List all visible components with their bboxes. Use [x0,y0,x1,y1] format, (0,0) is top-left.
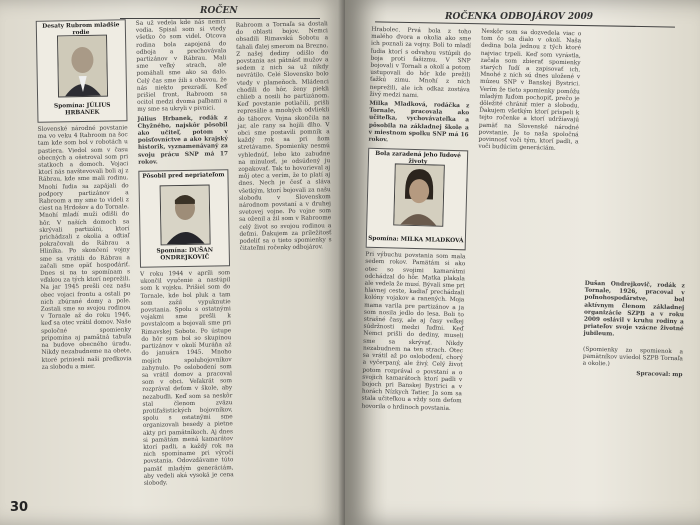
left-column-1 [36,19,135,510]
photo-caption: Spomína: MILKA MLADKOVÁ [368,235,464,245]
photo-box-hrbanek [36,19,128,123]
right-column-3 [579,31,692,523]
article-text: Neskôr som sa dozvedela viac o tom čo sa dialo v okolí. Naša dedina bola jednou z tých ktoré najviac trpeli. Keď som vyrástla, začala som zbierať spomienky starých ľudí a zapisovať ich. Mnohé z nich sú dnes uložené v múzeu SNP v Banskej Bystrici. Verím že tieto spomienky pomôžu mladým ľuďom pochopiť, prečo je dôležité chrániť mier a slobodu. Ďakujem všetkým ktorí prispeli k tejto ročenke a ktorí udržiavajú pamäť na Slovenské národné povstanie. Je to naša spoločná povinnosť voči tým, ktorí padli, a voči budúcim generáciám. [478,28,582,153]
article-text-bottom: Pri výbuchu povstania som mala sedem rokov. Pamätám si ako otec so svojimi kamarátmi odchádzal do hôr. Matka plakala ale vedela že musí. Bývali sme pri hlavnej ceste, kadiaľ prechádzali kolóny vojakov a ranených. Moja mama varila pre partizánov a ja som nosila jedlo do lesa. Boli to strašné časy, ale aj časy veľkej súdržnosti medzi ľuďmi. Keď Nemci prišli do dediny, museli sme sa skrývať. Nikdy nezabudnem na ten strach. Otec sa vrátil až po oslobodení, chorý a vyčerpaný, ale živý. Celý život potom rozprával o povstaní a o svojich kamarátoch ktorí padli v bojoch pri Banskej Bystrici a v horách Nízkych Tatier. Ja som sa stala učiteľkou a vždy som deťom hovorila o hrdinoch povstania. [361,251,466,412]
article-text-bottom: V roku 1944 v apríli som ukončil vyučenie a nastúpil som k vojsku. Prišiel som do Tornale, kde bol pluk a tam som zažil vypuknutie povstania. Spolu s ostatnými vojakmi sme prešli k povstalcom a bojovali sme pri Rimavskej Sobote. Po ústupe do hôr som bol so skupinou partizánov v okolí Muráňa až do januára 1945. Mnoho mojich spolubojovníkov zahynulo. Po oslobodení som sa vrátil domov a pracoval som v obci. Veľakrát som rozprával deťom v škole, aby nezabudli. Keď som sa neskôr stal členom zväzu protifašistických bojovníkov, spolu s ostatnými sme organizovali besedy a pietne akty pri pamätníkoch. Aj dnes si pamätám mená kamarátov ktorí padli, a každý rok na nich spomíname pri výročí povstania. Odovzdávame túto pamäť mladým generáciám, aby vedeli aká vysoká je cena slobody. [140,270,234,487]
left-column-3 [236,21,337,513]
article-text-top: Sa už vedela kde nás nemci vodia. Spisal som si vtedy všetko čo som videl. Otcova rodina bola zapojená do odboja a prechovávala partizánov v Rábrau. Mali sme veľký strach, ale pomáhali sme ako sa dalo. Celý čas sme žili s obavou, že nás niekto prezradí. Keď prišiel front, Rabroom sa ocitol medzi dvoma paľbami a my sme sa ukryli v pivnici. [135,19,228,114]
portrait-photo [393,164,445,227]
photo-caption: Spomína: JÚLIUS HRBANEK [53,102,111,117]
article-text: Rabroom a Tornaľa sa dostali do oblasti bojov. Nemci obsadili Rimavskú Sobotu a ťahali ďalej smerom na Brezno. Z našej dediny odišlo do povstania asi pätnásť mužov a sedem z nich sa už nikdy nevrátilo. Celé Slovensko bolo vtedy v plameňoch. Mládenci chodili do hôr, ženy piekli chlieb a nosili ho partizánom. Keď povstanie potlačili, prišli represálie a mnohých odvliekli do táborov. Vojna skončila na jar, ale rany sa hojili dlho. V obci sme postavili pomník a každý rok sa pri ňom stretávame. Spomienky nesmú vyblednúť, lebo kto zabudne na minulosť, je odsúdený ju zopakovať. Tak to hovorieval aj môj otec a verím, že to platí aj dnes. Nech je česť a sláva všetkým, ktorí bojovali za našu slobodu v Slovenskom národnom povstaní a v druhej svetovej vojne. Po vojne som sa oženil a žil som v Rabroome celý život so svojou rodinou a deťmi. Ďakujem za príležitosť podeliť sa o tieto spomienky s čitateľmi ročenky odbojárov. [235,21,332,253]
bio-paragraph: Dušan Ondrejkovič, rodák z Tornale, 1926, pracoval v poľnohospodárstve, bol aktívnym členom základnej organizácie SZPB a v roku 2009 oslávil v kruhu rodiny a priateľov svoje vzácne životné jubileum. [583,280,685,338]
footer-note: (Spomienky zo spomienok a pamätníkov uviedol SZPB Tornaľa a okolie.) [582,346,684,368]
photo-box-ondrejkovic [138,169,230,268]
running-head-left: ROČEN [200,6,238,16]
header-rule-right [375,21,675,27]
article-text-top: Hrabolec. Prvá bola z toho malého dvora a okolia ako sme ich poznali za vojny. Boli to mladí ľudia ktorí s odvahou vstúpili do boja proti fašizmu. V SNP bojovali v Tornali a okolí a potom ustupovali do hôr kde prežili ťažkú zimu. Mnohí z nich neprežili, ale ich odkaz zostáva živý medzi nami. [369,26,472,99]
box-title: Desaty Rubrom mladšie rodie [42,22,120,37]
bio-paragraph: Július Hrbanek, rodák z Chyžného, najskôr pôsobil ako učiteľ, potom v poisťovníctve a ako krajský historik, vyznamenávaný za svoju prácu SNP má 17 rokov. [137,114,229,166]
portrait-photo [57,35,108,98]
left-page [0,0,345,525]
running-head-right: ROČENKA ODBOJÁROV 2009 [445,12,593,22]
box-title: Bola zaradená jeho ľudové životy [375,151,461,166]
bio-paragraph: Milka Mladková, rodáčka z Tornale, pracovala ako učiteľka, vychovávateľka a pôsobila na základnej škole a v miestnom spolku SNP má 16 rokov. [368,100,470,144]
portrait-photo [160,185,211,246]
article-text: Slovenské národné povstanie ma vo veku 4 Rabroom na šoc tam kde som bol v robotách u pastiera. Viedol som v času obecných a ošetroval som pri statkoch a domoch. Vojaci ktorí nás navštevovali boli aj z Rábrau, kde sme mali rodinu. Mnohí ľudia sa zapájali do podpory partizánov a Rabroom a my sme to videli z ciest na Hrdošov a do Tornale. Mnohí mladí muži odišli do hôr. V naších domoch sa skrývali partizáni, ktorí prichádzali z okolia a odtiaľ pokračovali do Rábrau a Hliníka. Po skončení vojny sme sa vrátili do Rábrau a začali sme opäť hospodáriť. Dnes si na to spomínam s vďakou za tých ktorí neprežili. Na jar 1945 prešli cez našu obec vojaci frontu a ostali po nich zbúrané domy a pole. Zostali sme so svojou rodinou v Tornale až do roku 1946, keď sa otec vrátil domov. Naše spoločné spomienky pripomína aj pamätná tabuľa na budove obecného úradu. Nikdy nezabudneme na obete, ktoré priniesli naši predkovia za slobodu a mier. [37,125,132,371]
right-column-2 [469,29,582,521]
left-column-2 [136,19,235,510]
signature: Spracoval: mp [636,371,683,379]
right-column-1 [359,27,472,519]
page-number: 30 [10,500,29,515]
photo-caption: Spomína: DUŠAN ONDREJKOVIČ [156,247,214,262]
right-page [345,0,700,525]
box-title: Pôsobil pred nepriateľom [142,172,225,180]
photo-box-mladkova [366,148,469,251]
